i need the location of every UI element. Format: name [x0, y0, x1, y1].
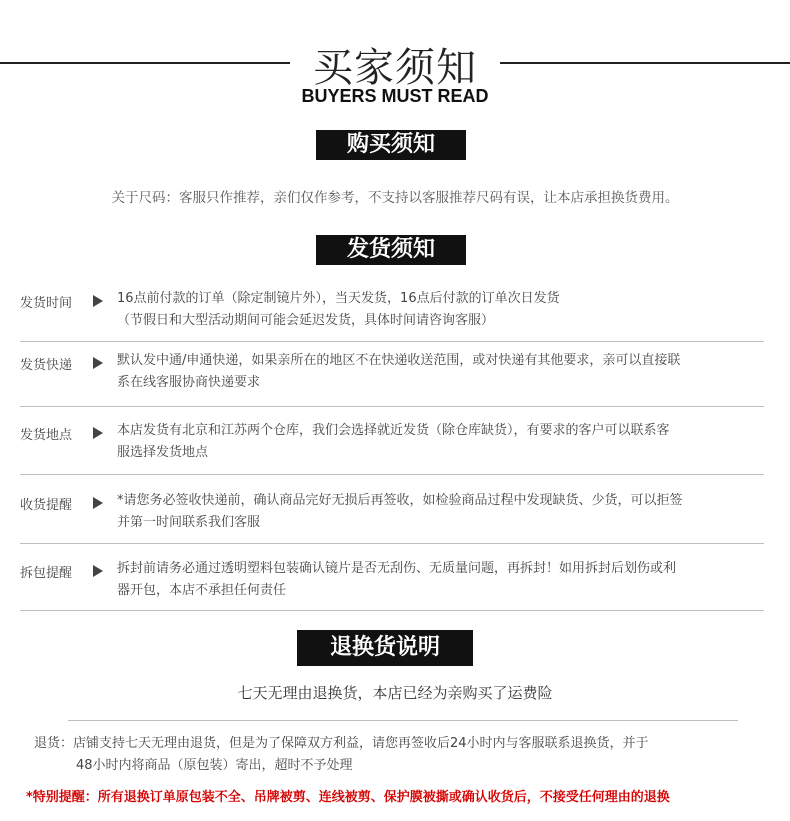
returns-policy-line1: 退货：店铺支持七天无理由退货，但是为了保障双方利益，请您再签收后24小时内与客服联系退换货，并于 [34, 736, 649, 751]
returns-subtitle: 七天无理由退换货，本店已经为亲购买了运费险 [237, 684, 553, 702]
divider [68, 720, 738, 721]
divider [20, 474, 764, 475]
play-arrow-icon [93, 497, 103, 509]
returns-policy-text [34, 733, 754, 777]
row-text-line2: 服选择发货地点 [117, 445, 209, 460]
divider [20, 406, 764, 407]
divider [20, 341, 764, 342]
row-text-line2: 系在线客服协商快递要求 [117, 375, 261, 390]
play-arrow-icon [93, 565, 103, 577]
row-text [117, 490, 767, 534]
page-title: 买家须知 [313, 45, 477, 91]
play-arrow-icon [93, 427, 103, 439]
row-text-line1: 拆封前请务必通过透明塑料包装确认镜片是否无刮伤、无质量问题，再拆封！如用拆封后划伤或利 [117, 561, 677, 576]
row-text-line1: 默认发中通/申通快递，如果亲所在的地区不在快递收送范围，或对快递有其他要求，亲可以直接联 [117, 353, 681, 368]
row-text-line1: 本店发货有北京和江苏两个仓库，我们会选择就近发货（除仓库缺货），有要求的客户可以联系客 [117, 423, 670, 438]
row-text [117, 558, 767, 602]
row-label: 拆包提醒 [20, 566, 73, 581]
row-text-line2: （节假日和大型活动期间可能会延迟发货，具体时间请咨询客服） [117, 313, 495, 328]
returns-policy-line2: 48小时内将商品（原包装）寄出，超时不予处理 [76, 758, 353, 773]
divider [20, 610, 764, 611]
play-arrow-icon [93, 295, 103, 307]
row-text-line2: 器开包，本店不承担任何责任 [117, 583, 287, 598]
returns-section-label: 退换货说明 [297, 630, 473, 666]
row-text-line1: 16点前付款的订单（除定制镜片外），当天发货，16点后付款的订单次日发货 [117, 291, 560, 306]
divider [20, 543, 764, 544]
page-header [0, 28, 790, 108]
row-text [117, 420, 767, 464]
row-label: 发货地点 [20, 428, 73, 443]
row-text-line2: 并第一时间联系我们客服 [117, 515, 261, 530]
play-arrow-icon [93, 357, 103, 369]
row-text [117, 288, 767, 332]
row-label: 发货时间 [20, 296, 73, 311]
shipping-section-label: 发货须知 [316, 235, 466, 265]
row-label: 收货提醒 [20, 498, 73, 513]
row-label: 发货快递 [20, 358, 73, 373]
page-subtitle-en: BUYERS MUST READ [301, 86, 489, 106]
purchase-size-note: 关于尺码：客服只作推荐，亲们仅作参考，不支持以客服推荐尺码有误，让本店承担换货费用。 [111, 190, 679, 206]
special-warning: *特别提醒：所有退换订单原包装不全、吊牌被剪、连线被剪、保护膜被撕或确认收货后，不接受任何理由的退换 [26, 790, 670, 805]
row-text [117, 350, 767, 394]
purchase-section-label: 购买须知 [316, 130, 466, 160]
row-text-line1: *请您务必签收快递前，确认商品完好无损后再签收，如检验商品过程中发现缺货、少货，可以拒签 [117, 493, 683, 508]
